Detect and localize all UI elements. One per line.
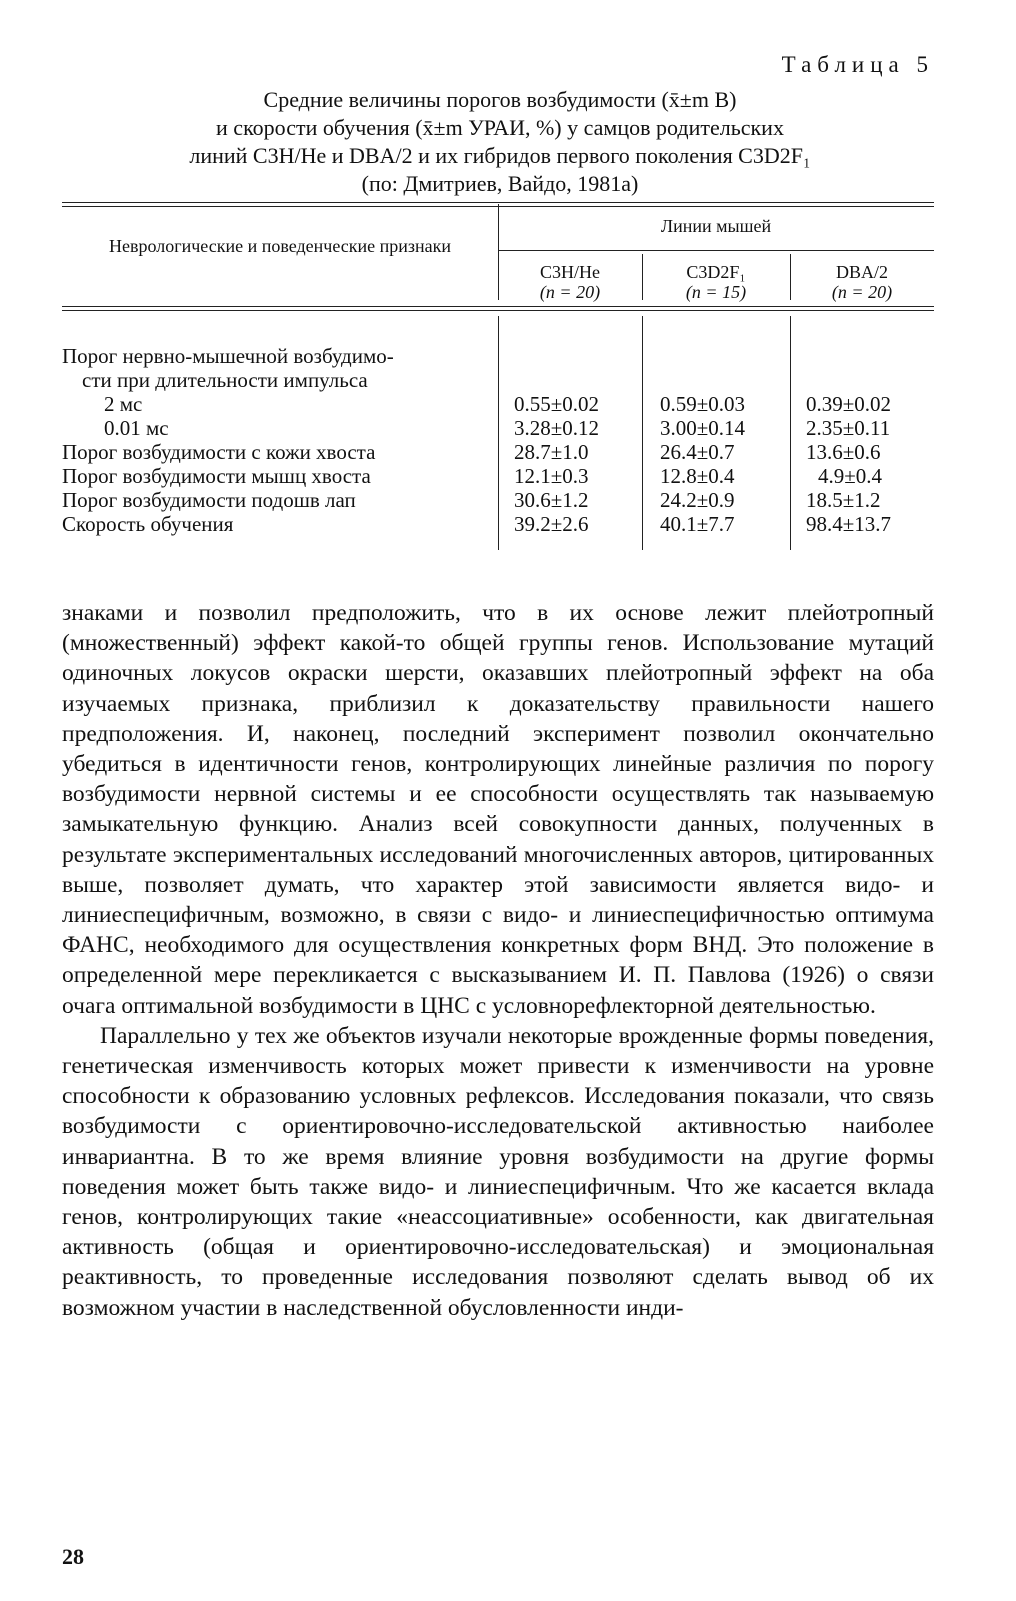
- table-cell: 28.7±1.0: [514, 440, 589, 464]
- paragraph: Параллельно у тех же объектов изучали некоторые врожденные формы поведения, генетическая изменчивость которых может привести к изменчивости на уровне способности к образованию условных рефлексов. Исследования показали, что связь возбудимости с ориентировочно-исследовательской активностью наиболее инвариантна. В то же время влияние уровня возбудимости на другие формы поведения может быть также видо- и линиеспецифичным. Что же касается вклада генов, контролирующих такие «неассоциативные» особенности, как двигательная активность (общая и ориентировочно-исследовательская) и эмоциональная реактивность, то проведенные исследования позволяют сделать вывод об их возможном участии в наследственной обусловленности инди-: [62, 1022, 934, 1321]
- caption-line: (по: Дмитриев, Вайдо, 1981а): [361, 171, 639, 196]
- column-n: (n = 15): [685, 282, 747, 302]
- caption-line: Средние величины порогов возбудимости (x̄±m В): [263, 87, 737, 112]
- table-caption: [120, 86, 880, 198]
- table-cell: 39.2±2.6: [514, 512, 589, 536]
- row-label: Порог возбудимости с кожи хвоста: [62, 440, 376, 464]
- table-cell: 0.55±0.02: [514, 392, 600, 416]
- row-label: Порог возбудимости мышц хвоста: [62, 464, 371, 488]
- row-header: Неврологические и поведенческие признаки: [108, 236, 451, 256]
- row-label: 0.01 мс: [104, 416, 169, 440]
- table-cell: 26.4±0.7: [660, 440, 735, 464]
- table-cell: 24.2±0.9: [660, 488, 735, 512]
- column-header: [498, 262, 642, 302]
- row-label: сти при длительности импульса: [82, 368, 368, 392]
- table-cell: 0.39±0.02: [806, 392, 892, 416]
- column-header: [642, 262, 790, 302]
- column-name: DBA/2: [835, 262, 888, 282]
- table-cell: 3.00±0.14: [660, 416, 746, 440]
- row-label: Скорость обучения: [62, 512, 234, 536]
- table-cell: 12.1±0.3: [514, 464, 589, 488]
- table-cell: 4.9±0.4: [818, 464, 883, 488]
- paragraph: знаками и позволил предположить, что в их основе лежит плейотропный (множественный) эффект какой-то общей группы генов. Использование мутаций одиночных локусов окраски шерсти, оказавших плейотропный эффект на оба изучаемых признака, приблизил к доказательству правильности нашего предположения. И, наконец, последний эксперимент позволил окончательно убедиться в идентичности генов, контролирующих линейные различия по порогу возбудимости нервной системы и ее способности осуществлять так называемую замыкательную функцию. Анализ всей совокупности данных, полученных в результате экспериментальных исследований многочисленных авторов, цитированных выше, позволяет думать, что характер этой зависимости является видо- и линиеспецифичным, возможно, в связи с видо- и линиеспецифичностью оптимума ФАНС, необходимого для осуществления конкретных форм ВНД. Это положение в определенной мере перекликается с высказыванием И. П. Павлова (1926) о связи очага оптимальной возбудимости в ЦНС с условнорефлекторной деятельностью.: [62, 600, 934, 1019]
- column-divider: [498, 316, 499, 550]
- row-label: 2 мс: [104, 392, 143, 416]
- column-name: C3H/He: [540, 262, 600, 282]
- group-header: Линии мышей: [660, 216, 772, 236]
- header-bottom-rule: [62, 306, 934, 307]
- page-number: 28: [62, 1544, 84, 1569]
- row-label: Порог возбудимости подошв лап: [62, 488, 356, 512]
- table-cell: 98.4±13.7: [806, 512, 892, 536]
- caption-line: и скорости обучения (x̄±m УРАИ, %) у самцов родительских: [216, 115, 784, 140]
- table-cell: 2.35±0.11: [806, 416, 891, 440]
- body-text: [62, 598, 934, 1323]
- table-cell: 18.5±1.2: [806, 488, 881, 512]
- table-cell: 13.6±0.6: [806, 440, 881, 464]
- column-n: (n = 20): [539, 282, 601, 302]
- table-cell: 3.28±0.12: [514, 416, 600, 440]
- row-label: Порог нервно-мышечной возбудимо-: [62, 344, 394, 368]
- table-cell: 0.59±0.03: [660, 392, 746, 416]
- table-cell: 12.8±0.4: [660, 464, 735, 488]
- table-cell: 30.6±1.2: [514, 488, 589, 512]
- caption-line: линий С3Н/Не и DBA/2 и их гибридов первого поколения C3D2F₁: [189, 143, 811, 168]
- column-n: (n = 20): [831, 282, 893, 302]
- header-bottom-rule: [62, 310, 934, 311]
- column-divider: [642, 316, 643, 550]
- column-divider: [790, 316, 791, 550]
- column-name: C3D2F₁: [686, 262, 746, 282]
- group-header-rule: [498, 250, 934, 251]
- column-header: [790, 262, 934, 302]
- table-label: Таблица 5: [781, 52, 934, 77]
- table-cell: 40.1±7.7: [660, 512, 735, 536]
- table-top-rule: [62, 202, 934, 203]
